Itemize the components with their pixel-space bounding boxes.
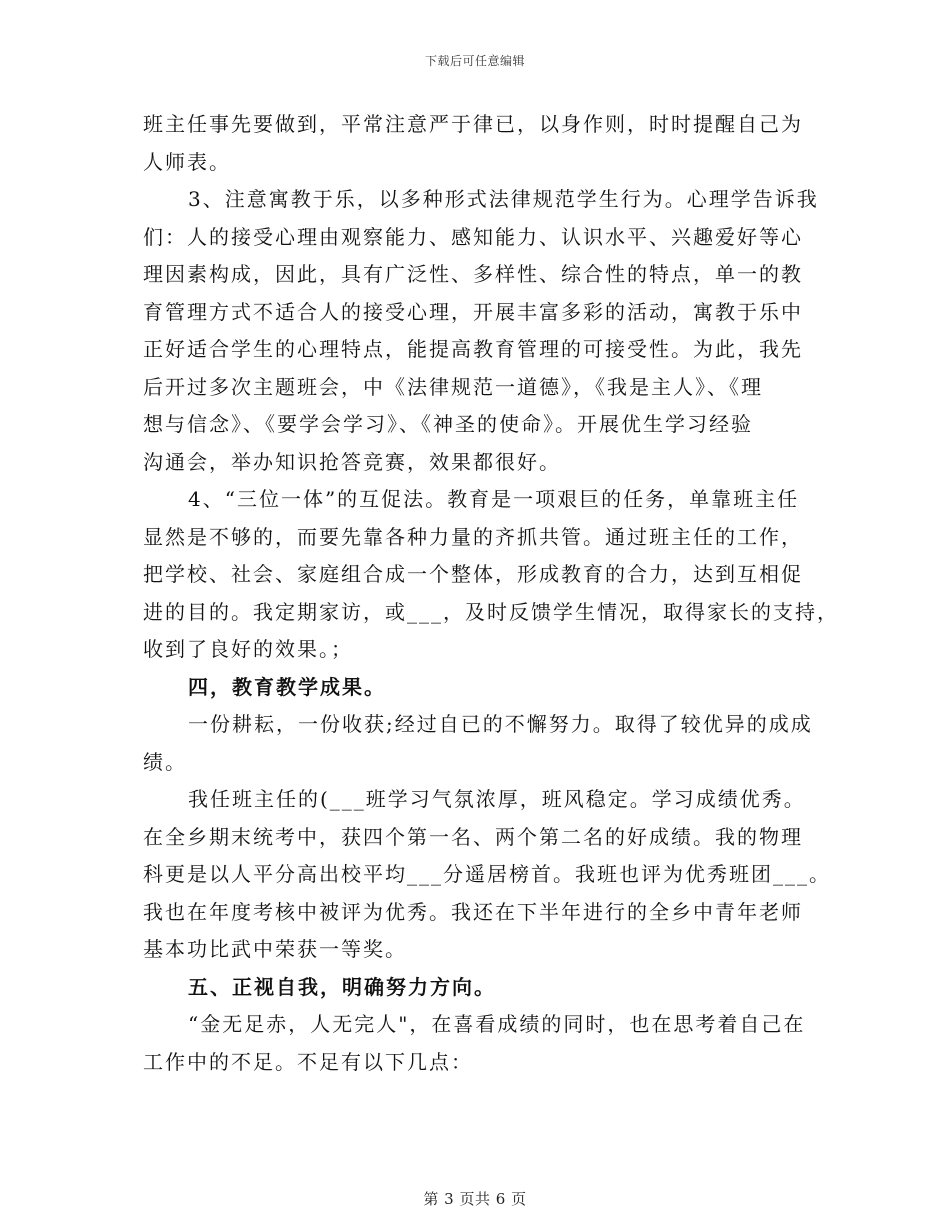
body-line: 科更是以人平分高出校平均___分遥居榜首。我班也评为优秀班团___。 <box>143 862 831 886</box>
page-footer: 第 3 页共 6 页 <box>423 1190 527 1208</box>
body-line: 绩。 <box>143 749 187 774</box>
body-line: 们：人的接受心理由观察能力、感知能力、认识水平、兴趣爱好等心 <box>143 224 803 249</box>
body-line: 一份耕耘，一份收获;经过自已的不懈努力。取得了较优异的成成 <box>188 712 813 736</box>
body-line: 收到了良好的效果。； <box>143 637 353 661</box>
body-line: 工作中的不足。不足有以下几点： <box>143 1049 473 1074</box>
body-line: 在全乡期末统考中，获四个第一名、两个第二名的好成绩。我的物理 <box>143 824 803 849</box>
body-line: 班主任事先要做到，平常注意严于律已，以身作则，时时提醒自己为 <box>143 112 803 136</box>
body-line: 人师表。 <box>143 149 231 174</box>
section-heading: 四，教育教学成果。 <box>188 674 386 699</box>
body-line: 进的目的。我定期家访，或___，及时反馈学生情况，取得家长的支持， <box>143 599 839 624</box>
body-line: 想与信念》、《要学会学习》、《神圣的使命》。开展优生学习经验 <box>143 412 753 436</box>
body-line: 把学校、社会、家庭组合成一个整体，形成教育的合力，达到互相促 <box>143 562 803 586</box>
body-line: 基本功比武中荣获一等奖。 <box>143 937 407 961</box>
body-line: 正好适合学生的心理特点，能提高教育管理的可接受性。为此，我先 <box>143 337 803 361</box>
body-line: 沟通会，举办知识抢答竞赛，效果都很好。 <box>143 449 561 474</box>
body-line: “金无足赤，人无完人"，在喜看成绩的同时，也在思考着自己在 <box>188 1012 806 1036</box>
page-header: 下载后可任意编辑 <box>424 54 525 68</box>
body-line: 3、注意寓教于乐，以多种形式法律规范学生行为。心理学告诉我 <box>188 187 819 211</box>
body-line: 显然是不够的，而要先靠各种力量的齐抓共管。通过班主任的工作， <box>143 524 803 549</box>
body-line: 我任班主任的(___班学习气氛浓厚，班风稳定。学习成绩优秀。 <box>188 787 806 811</box>
section-heading: 五、正视自我，明确努力方向。 <box>188 974 496 999</box>
body-line: 4、“三位一体”的互促法。教育是一项艰巨的任务，单靠班主任 <box>188 487 800 511</box>
body-line: 我也在年度考核中被评为优秀。我还在下半年进行的全乡中青年老师 <box>143 899 803 924</box>
body-line: 育管理方式不适合人的接受心理，开展丰富多彩的活动，寓教于乐中 <box>143 299 803 324</box>
body-line: 理因素构成，因此，具有广泛性、多样性、综合性的特点，单一的教 <box>143 262 803 286</box>
body-line: 后开过多次主题班会，中《法律规范一道德》，《我是主人》、《理 <box>143 374 763 399</box>
document-body <box>143 106 839 1081</box>
